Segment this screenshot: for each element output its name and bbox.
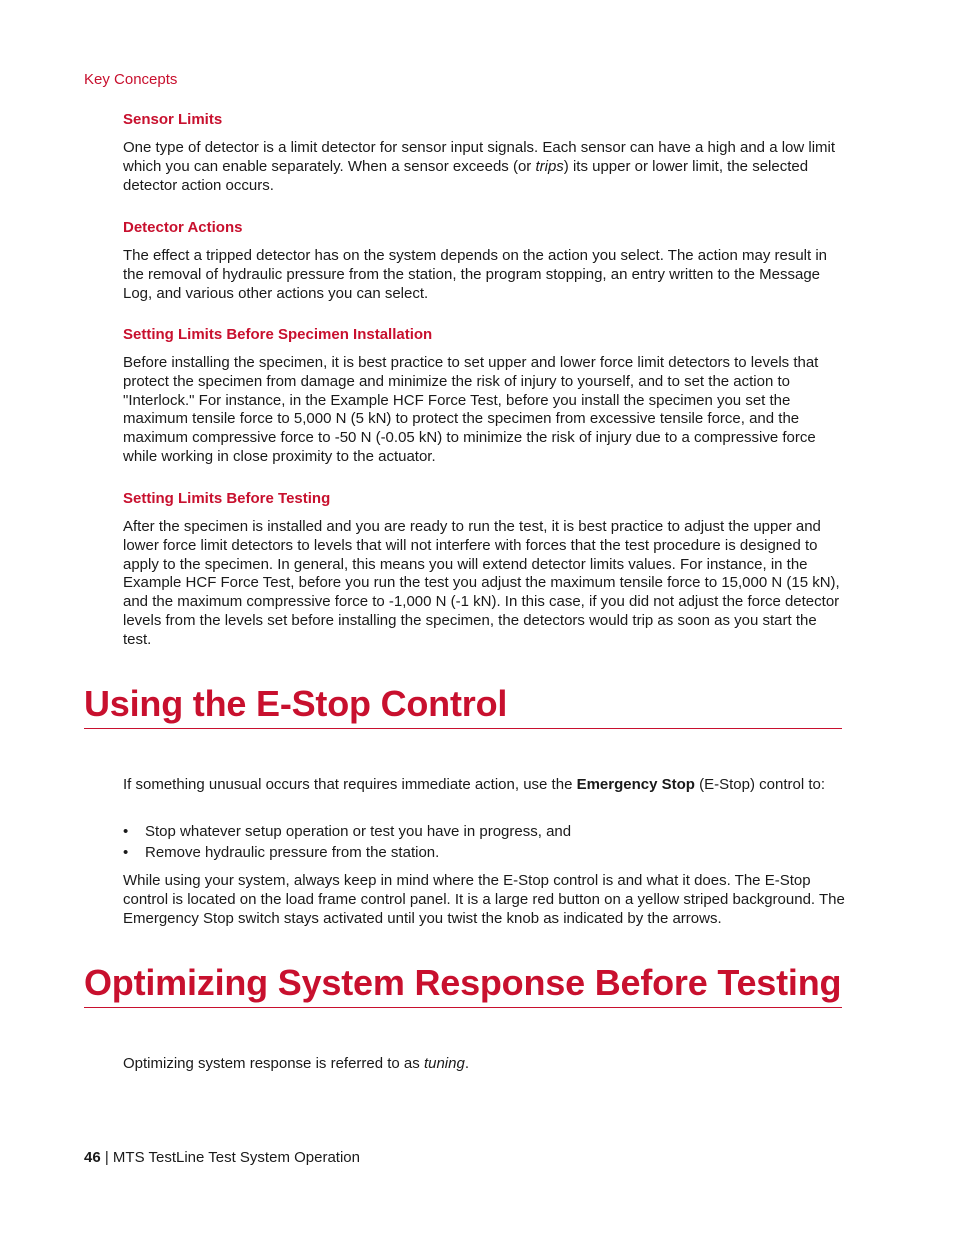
paragraph-estop-intro: If something unusual occurs that requires immediate action, use the Emergency Stop (E-Stop) control to: xyxy=(123,776,826,793)
paragraph-estop-details: While using your system, always keep in mind where the E-Stop control is and what it does. The E-Stop control is located on the load frame control panel. It is a large red button on a yellow striped background. The Emergency Stop switch stays activated until you twist the knob as indicated by the arrows. xyxy=(123,872,845,927)
footer-separator: | xyxy=(100,1149,113,1166)
list-item: • Remove hydraulic pressure from the station. xyxy=(123,844,440,861)
list-item: • Stop whatever setup operation or test you have in progress, and xyxy=(123,823,572,840)
emphasis-trips: trips xyxy=(535,157,564,175)
running-head: Key Concepts xyxy=(84,71,178,88)
heading-optimizing: Optimizing System Response Before Testing xyxy=(84,963,842,1008)
paragraph-detector-actions: The effect a tripped detector has on the system depends on the action you select. The action may result in the removal of hydraulic pressure from the station, the program stopping, an entry written to the Message Log, and various other actions you can select. xyxy=(123,247,828,302)
bullet-icon: • xyxy=(123,844,129,861)
paragraph-limits-before-testing: After the specimen is installed and you are ready to run the test, it is best practice to adjust the upper and lower force limit detectors to levels that will not interfere with forces that the test procedure is designed to apply to the specimen. In general, this means you will extend detector limits values. For instance, in the Example HCF Force Test, before you run the test you adjust the maximum tensile force to 15,000 N (15 kN), and the maximum compressive force to -1,000 N (-1 kN). In this case, if you did not adjust the force detector levels from the levels set before installing the specimen, the detectors would trip as soon as you start the test. xyxy=(123,518,840,648)
emphasis-emergency-stop: Emergency Stop xyxy=(576,776,695,793)
bullet-icon: • xyxy=(123,823,129,840)
paragraph-sensor-limits: One type of detector is a limit detector for sensor input signals. Each sensor can have a high and a low limit which you can enable separately. When a sensor exceeds (or trips) its upper or lower limit, the selected detector action occurs. xyxy=(123,139,836,194)
section-heading-sensor-limits: Sensor Limits xyxy=(123,111,223,128)
estop-bullet-list xyxy=(123,821,845,863)
section-heading-detector-actions: Detector Actions xyxy=(123,219,243,236)
emphasis-tuning: tuning xyxy=(423,1055,465,1072)
heading-estop: Using the E-Stop Control xyxy=(84,684,842,729)
paragraph-limits-before-install: Before installing the specimen, it is best practice to set upper and lower force limit detectors to levels that protect the specimen from damage and minimize the risk of injury to yourself, and to set the action to "Interlock." For instance, in the Example HCF Force Test, before you install the specimen you set the maximum tensile force to 5,000 N (5 kN) to protect the specimen from excessive tensile force, and the maximum compressive force to -50 N (-0.05 kN) to minimize the risk of injury due to a compressive force while working in close proximity to the actuator. xyxy=(123,354,819,465)
section-heading-limits-before-testing: Setting Limits Before Testing xyxy=(123,490,331,507)
section-heading-limits-before-install: Setting Limits Before Specimen Installation xyxy=(123,326,433,343)
paragraph-optimizing: Optimizing system response is referred to as tuning. xyxy=(123,1055,469,1072)
footer-doc-title: MTS TestLine Test System Operation xyxy=(112,1149,360,1166)
page-number: 46 xyxy=(84,1149,101,1166)
page-footer xyxy=(84,1149,360,1166)
